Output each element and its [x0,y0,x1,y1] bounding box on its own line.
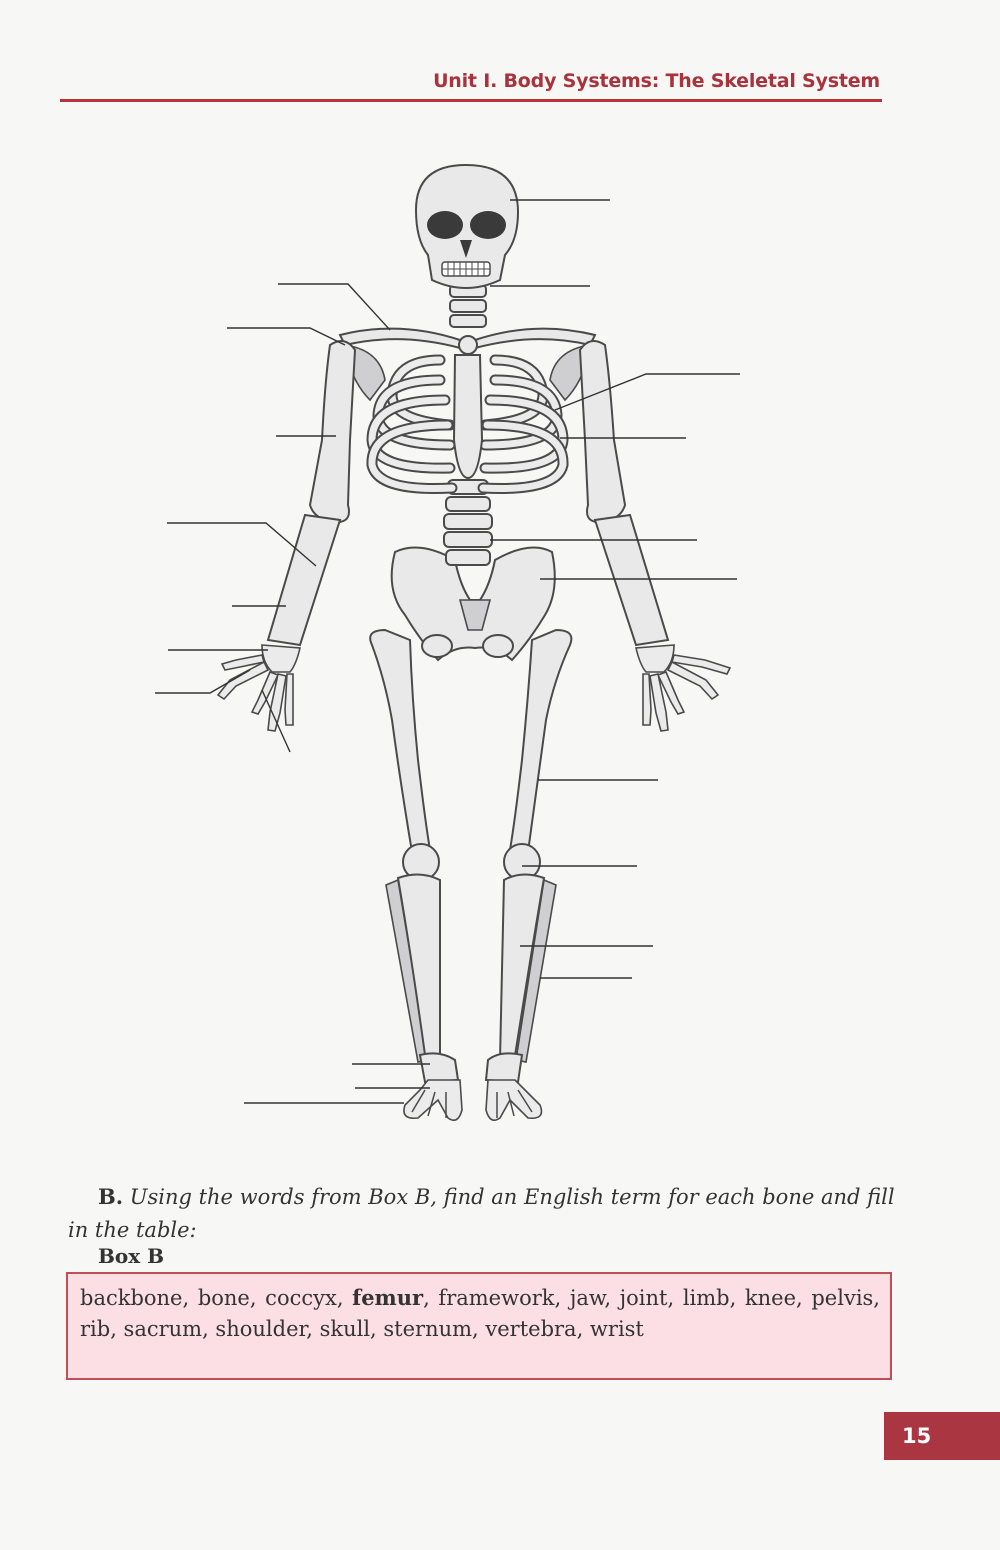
running-head: Unit I. Body Systems: The Skeletal System [433,70,880,92]
page-number: 15 [884,1412,1000,1460]
leader-line-clavicle [278,284,390,330]
leader-line-shoulder [227,328,345,345]
skull [416,165,518,288]
box-title: Box B [98,1244,165,1268]
right-leg [486,630,571,1082]
right-foot [486,1080,542,1120]
rib-cage [372,355,563,489]
word-box [66,1272,892,1380]
right-arm [580,341,730,731]
exercise-letter: B. [98,1184,124,1209]
word-list-start: backbone, bone, coccyx, [80,1286,344,1310]
left-leg [370,630,458,1082]
word-list-bold-word: femur [352,1285,424,1310]
skeleton-diagram [0,150,1000,1150]
header-rule [60,99,882,102]
word-list-end: , framework, jaw, joint, limb, knee, pelvis, rib, sacrum, shoulder, skull, sternum, vertebra, wrist [80,1286,880,1341]
exercise-text: Using the words from Box B, find an English term for each bone and fill in the table: [68,1185,895,1242]
left-foot [404,1080,462,1120]
exercise-instruction [68,1180,898,1247]
left-arm [218,341,355,731]
